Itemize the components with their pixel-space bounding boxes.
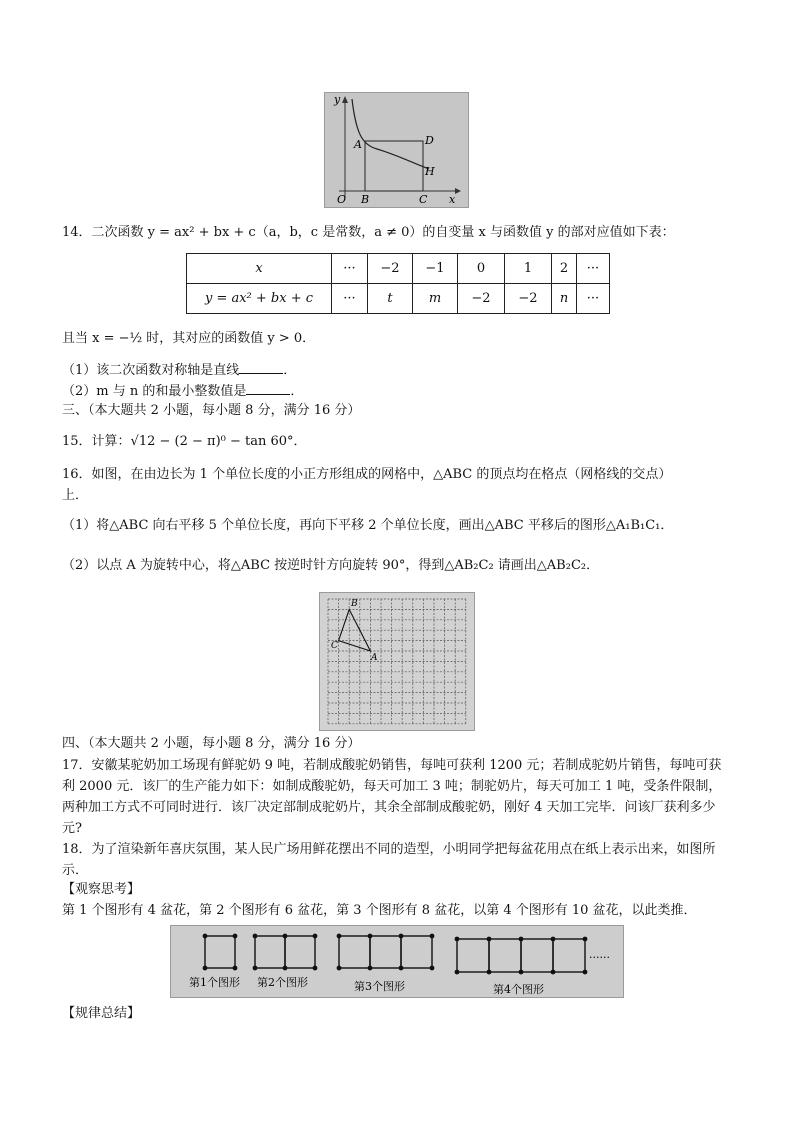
table-cell: −2	[458, 284, 505, 314]
y-axis-arrow	[342, 96, 348, 103]
value-table	[186, 253, 610, 314]
table-cell: −2	[505, 284, 552, 314]
table-cell: y = ax² + bx + c	[187, 284, 332, 314]
table-row	[187, 254, 610, 284]
grid-label-b: B	[351, 599, 358, 609]
pattern-figure	[170, 925, 624, 998]
observe-title: 【观察思考】	[62, 882, 141, 897]
pattern-3-square	[339, 936, 370, 968]
answer-blank	[239, 361, 283, 374]
pattern-caption-2: 第2个图形	[257, 976, 308, 989]
q14-part1	[62, 361, 296, 380]
q14-part2-end: ．	[290, 384, 304, 399]
q16-stem-line2: 上．	[62, 488, 89, 503]
q16-stem-line1: 16．如图，在由边长为 1 个单位长度的小正方形组成的网格中，△ABC 的顶点均在格点（网格线的交点）	[62, 467, 672, 482]
q15-text: 15．计算：√12 − (2 − π)⁰ − tan 60°．	[62, 434, 307, 449]
q17-text: 17．安徽某驼奶加工场现有鲜驼奶 9 吨，若制成酸驼奶销售，每吨可获利 1200 元；若制成驼奶片销售，每吨可获利 2000 元．该厂的生产能力如下：如制成酸驼奶，每天可加工 3 吨；制驼奶片，每天可加工 1 吨，受条件限制，两种加工方式不可同时进行．该厂决定部制成驼奶片，其余全部制成酸驼奶，刚好 4 天加工完毕．问该厂获利多少元?	[62, 758, 722, 836]
grid-label-a: A	[371, 653, 378, 663]
grid-lines	[328, 599, 466, 724]
pattern-4-square	[457, 939, 489, 972]
pattern-4-square	[553, 939, 585, 972]
section-3-heading: 三、（本大题共 2 小题，每小题 8 分，满分 16 分）	[62, 403, 361, 418]
pattern-4-square	[521, 939, 553, 972]
pattern-ellipsis: ······	[589, 951, 610, 964]
pattern-1-square	[205, 936, 235, 968]
table-cell: ···	[577, 254, 610, 284]
grid-label-c: C	[331, 641, 338, 651]
table-row	[187, 284, 610, 314]
q16-part1: （1）将△ABC 向右平移 5 个单位长度，再向下平移 2 个单位长度，画出△ABC 平移后的图形△A₁B₁C₁．	[62, 518, 674, 533]
table-cell: ···	[577, 284, 610, 314]
pattern-2-square	[285, 936, 315, 968]
table-cell: n	[552, 284, 577, 314]
q14-stem: 14．二次函数 y = ax² + bx + c（a，b，c 是常数，a ≠ 0）的自变量 x 与函数值 y 的部对应值如下表：	[62, 225, 675, 240]
point-h-label: H	[425, 165, 435, 178]
table-cell: ···	[332, 254, 368, 284]
table-cell: t	[368, 284, 413, 314]
q14-part2-text: （2）m 与 n 的和最小整数值是	[62, 384, 247, 399]
summary-title: 【规律总结】	[62, 1006, 141, 1021]
pattern-3-square	[370, 936, 401, 968]
q18-text: 18．为了渲染新年喜庆氛围，某人民广场用鲜花摆出不同的造型，小明同学把每盆花用点在纸上表示出来，如图所示．	[62, 842, 716, 878]
q14-part1-text: （1）该二次函数对称轴是直线	[62, 363, 240, 378]
answer-blank	[246, 382, 290, 395]
q14-condition: 且当 x = −½ 时，其对应的函数值 y > 0．	[62, 331, 316, 346]
pattern-caption-3: 第3个图形	[354, 980, 405, 993]
point-d-label: D	[425, 134, 434, 147]
function-graph-svg	[325, 93, 468, 207]
point-b-label: B	[361, 193, 370, 206]
pattern-4-square	[489, 939, 521, 972]
x-axis-label: x	[449, 193, 456, 206]
pattern-2-square	[255, 936, 285, 968]
pattern-svg	[171, 926, 623, 997]
origin-label: O	[337, 193, 347, 206]
table-cell: 0	[458, 254, 505, 284]
grid-figure	[319, 592, 475, 731]
point-a-label: A	[354, 138, 362, 151]
q16-part2: （2）以点 A 为旋转中心，将△ABC 按逆时针方向旋转 90°，得到△AB₂C₂ 请画出△AB₂C₂．	[62, 558, 600, 573]
function-graph-figure	[324, 92, 469, 208]
table-cell: m	[413, 284, 458, 314]
grid-svg	[320, 593, 474, 730]
table-cell: 1	[505, 254, 552, 284]
table-cell: x	[187, 254, 332, 284]
pattern-caption-1: 第1个图形	[189, 976, 240, 989]
q14-part1-end: ．	[283, 363, 297, 378]
table-cell: ···	[332, 284, 368, 314]
pattern-caption-4: 第4个图形	[493, 983, 544, 996]
q14-part2	[62, 382, 303, 401]
section-4-heading: 四、（本大题共 2 小题，每小题 8 分，满分 16 分）	[62, 736, 361, 751]
y-axis-label: y	[334, 93, 341, 106]
pattern-3-square	[401, 936, 432, 968]
table-cell: −2	[368, 254, 413, 284]
point-c-label: C	[419, 193, 428, 206]
observe-text: 第 1 个图形有 4 盆花，第 2 个图形有 6 盆花，第 3 个图形有 8 盆花，以第 4 个图形有 10 盆花，以此类推．	[62, 903, 697, 918]
table-cell: 2	[552, 254, 577, 284]
hyperbola-curve	[352, 99, 429, 169]
table-cell: −1	[413, 254, 458, 284]
x-axis-arrow	[455, 188, 461, 194]
